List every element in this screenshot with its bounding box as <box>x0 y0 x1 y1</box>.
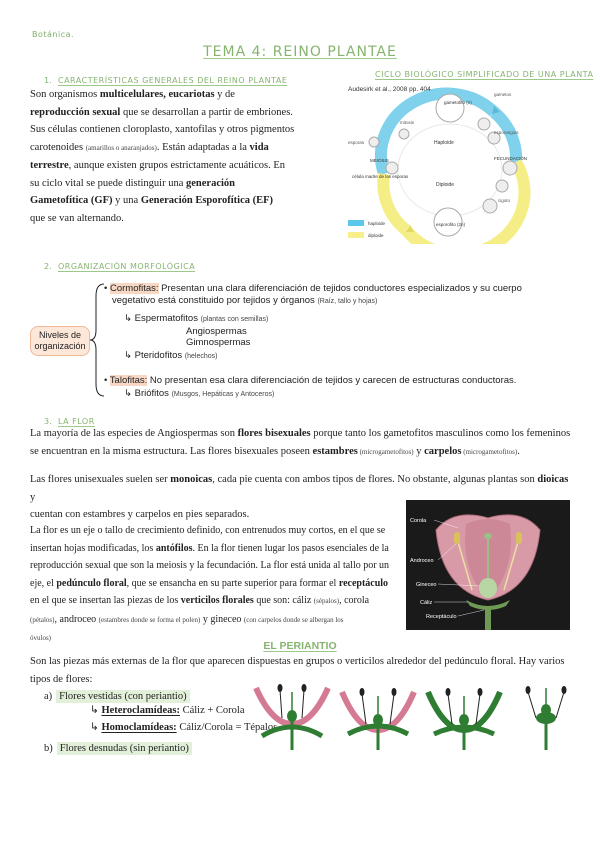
cormofitas-label: Cormofitas: <box>109 283 159 294</box>
svg-text:gametofito (n): gametofito (n) <box>444 100 472 105</box>
flower-heteroclamidea-2 <box>342 688 414 750</box>
flower-diagram <box>406 500 570 630</box>
flower-homoclamidea <box>428 688 500 750</box>
life-cycle-diagram <box>344 82 540 244</box>
cormofitas-block: • Cormofitas: Presentan una clara diferenciación de tejidos conductores especializados y su cuerpo vegetativo está constituido por tejidos y órganos (Raíz, tallo y hojas) <box>104 283 522 306</box>
svg-text:Androceo: Androceo <box>410 558 434 564</box>
section-2-heading: 2. ORGANIZACIÓN MORFOLÓGICA <box>44 262 196 271</box>
list-item-hetero: ↳ Heteroclamídeas: Cáliz + Corola <box>90 705 245 716</box>
svg-text:Receptáculo: Receptáculo <box>426 614 457 620</box>
anther-right <box>516 532 522 544</box>
flower-desnuda <box>526 686 567 750</box>
svg-text:MEIOSIS: MEIOSIS <box>370 158 389 163</box>
legend-diploid-swatch <box>348 232 364 238</box>
periantio-heading: EL PERIANTIO <box>263 640 337 652</box>
legend-haploid-swatch <box>348 220 364 226</box>
cycle-citation: Audesirk et al., 2008 pp. 404 <box>348 86 431 93</box>
list-item-homo: ↳ Homoclamídeas: Cáliz/Corola = Tépalos <box>90 722 278 733</box>
flower-types-illustration <box>252 678 582 754</box>
list-item-a: a) Flores vestidas (con periantio) <box>44 686 190 704</box>
svg-text:diploide: diploide <box>368 233 384 238</box>
peduncle-shape <box>485 606 491 630</box>
gimnospermas-item: Gimnospermas <box>186 337 251 348</box>
meiosis-node <box>386 162 398 174</box>
svg-text:mitosis: mitosis <box>400 120 415 125</box>
svg-text:Cáliz: Cáliz <box>420 600 433 606</box>
svg-text:célula madre de las esporas: célula madre de las esporas <box>352 174 409 179</box>
page-title: TEMA 4: REINO PLANTAE <box>203 44 397 60</box>
svg-text:haploide: haploide <box>368 221 386 226</box>
svg-text:esporangios: esporangios <box>494 130 519 135</box>
svg-text:Diploide: Diploide <box>436 182 455 188</box>
anther-left <box>454 532 460 544</box>
flor-paragraph-3: La flor es un eje o tallo de crecimiento definido, con entrenudos muy cortos, en el que se insertan hojas modificadas, los antófilos. En la flor tienen lugar los pasos esenciales de la reproducción sexual que son la meiosis y la fecundación. La flor está unida al tallo por un eje, el pedúnculo floral, que se ensancha en su parte superior para formar el receptáculo en el que se insertan las piezas de los verticilos florales que son: cáliz (sépalos), corola (pétalos), androceo (estambres donde se forma el polen) y gineceo (con carpelos donde se albergan los óvulos) <box>30 525 390 642</box>
subject-label: Botánica. <box>32 30 75 39</box>
pteridofitos-item: ↳ Pteridofitos (helechos) <box>124 350 218 361</box>
section-1-heading: 1. CARACTERÍSTICAS GENERALES DEL REINO PLANTAE <box>44 76 288 85</box>
section-3-heading: 3. LA FLOR <box>44 417 95 426</box>
ovary-shape <box>479 578 497 598</box>
svg-text:cigoto: cigoto <box>498 198 511 203</box>
levels-label-box: Niveles de organización <box>30 326 90 356</box>
flower-heteroclamidea-1 <box>256 684 328 750</box>
svg-text:esporofito (2n): esporofito (2n) <box>436 222 466 227</box>
cycle-title: CICLO BIOLÓGICO SIMPLIFICADO DE UNA PLANTA <box>375 70 594 79</box>
svg-text:esporas: esporas <box>348 140 365 145</box>
svg-text:FECUNDACIÓN: FECUNDACIÓN <box>494 156 528 161</box>
svg-text:Corola: Corola <box>410 518 427 524</box>
periantio-intro: Son las piezas más externas de la flor que aparecen dispuestas en grupos o verticilos alrededor del pedúnculo floral. Hay varios tipos de flores: <box>30 656 565 685</box>
flor-paragraph-2: Las flores unisexuales suelen ser monoicas, cada pie cuenta con ambos tipos de flores. No obstante, algunas plantas son dioicas y cuentan con estambres y carpelos en pies separados. <box>30 474 569 520</box>
talofitas-block: • Talofitas: No presentan esa clara diferenciación de tejidos y carecen de estructuras conductoras. <box>104 375 517 386</box>
angiospermas-item: Angiospermas <box>186 326 247 337</box>
flor-paragraph-1: La mayoría de las especies de Angiospermas son flores bisexuales porque tanto los gametofitos masculinos como los femeninos se encuentran en la misma estructura. Las flores bisexuales poseen estambres (microgametofitos) y carpelos (microgametofitos). <box>30 428 571 457</box>
svg-text:gametos: gametos <box>494 92 512 97</box>
list-item-b: b) Flores desnudas (sin periantio) <box>44 738 192 756</box>
gametophyte-node <box>436 94 464 122</box>
svg-text:Gineceo: Gineceo <box>416 582 437 588</box>
intro-paragraph: Son organismos multicelulares, eucariotas y de reproducción sexual que se desarrollan a partir de embriones. Sus células contienen cloroplasto, xantofilas y otros pigmentos carotenoides (amarillos o anaranjados). Están adaptadas a la vida terrestre, aunque existen grupos estrictamente acuáticos. En su ciclo vital se puede distinguir una generación Gametofítica (GF) y una Generación Esporofítica (EF) que se van alternando. <box>30 89 295 224</box>
zygote-node <box>483 199 497 213</box>
fertilization-node <box>503 161 517 175</box>
svg-text:Haploide: Haploide <box>434 140 454 146</box>
briofitos-item: ↳ Briófitos (Musgos, Hepáticas y Antoceros) <box>124 388 275 399</box>
talofitas-label: Talofitas: <box>109 375 148 386</box>
espermatofitos-item: ↳ Espermatofitos (plantas con semillas) <box>124 313 269 324</box>
